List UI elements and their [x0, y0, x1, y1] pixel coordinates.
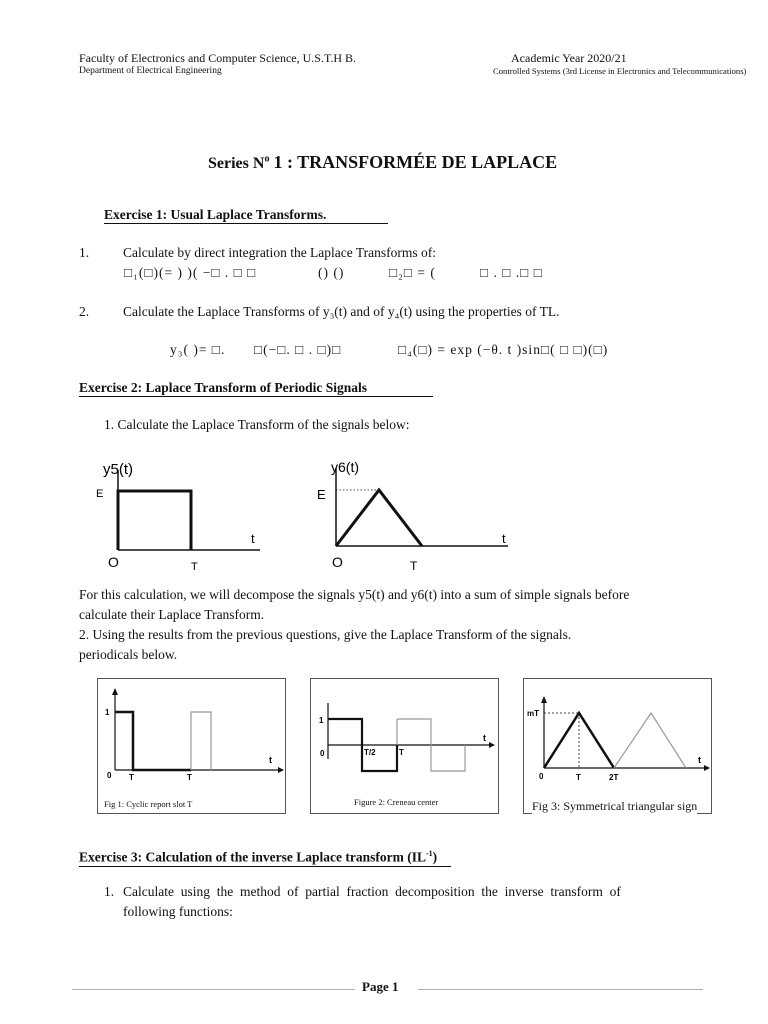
fig2-zero-label: 0	[320, 749, 325, 758]
ex2-paragraph1-line1: For this calculation, we will decompose the signals y5(t) and y6(t) into a sum of simple signals before	[79, 587, 630, 602]
fig1-one-label: 1	[105, 708, 110, 717]
exercise3-heading-end: )	[432, 849, 438, 865]
exercise3-heading-text: Exercise 3: Calculation of the inverse Laplace transform (IL	[79, 849, 426, 865]
exercise3-heading	[79, 846, 451, 867]
fig1-zero-label: 0	[107, 771, 112, 780]
ex1-q1-formula-b: () ()	[318, 265, 345, 280]
ex3-q1-line1: Calculate using the method of partial fraction decomposition the inverse transform of	[123, 884, 621, 899]
ex2-paragraph2-line1: 2. Using the results from the previous questions, give the Laplace Transform of the signals.	[79, 627, 572, 642]
ex1-q1-formula-c: □₂□ = (	[389, 265, 436, 280]
ex1-q1-number: 1.	[79, 245, 90, 260]
fig3-vertical-arrow	[541, 696, 547, 703]
y6-period-label: T	[410, 559, 418, 573]
y5-origin-label: O	[108, 554, 119, 570]
figure2-plot	[311, 679, 498, 789]
faculty-name: Faculty of Electronics and Computer Science, U.S.T.H B.	[79, 51, 357, 65]
page-number: Page 1	[362, 979, 399, 994]
y5-amplitude-label: E	[96, 488, 104, 500]
ex2-paragraph1-line2: calculate their Laplace Transform.	[79, 607, 265, 622]
footer-rule-right	[418, 989, 703, 990]
figure2-centered-slot	[310, 678, 499, 814]
y5-ylabel: y5(t)	[103, 461, 133, 478]
academic-year: Academic Year 2020/21	[511, 51, 627, 65]
title-superscript: o	[264, 153, 270, 165]
ex1-q1-formula-d: □ . □ .□ □	[480, 265, 543, 280]
fig1-signal-period2	[191, 712, 211, 770]
y5-pulse-shape	[118, 491, 191, 550]
ex1-q1-text: Calculate by direct integration the Laplace Transforms of:	[123, 245, 437, 260]
fig1-axis-arrow	[278, 767, 284, 773]
y5-period-label: T	[191, 561, 198, 573]
ex1-q2-text: Calculate the Laplace Transforms of y₃(t) and of y₄(t) using the properties of TL.	[123, 304, 560, 319]
figure1-plot	[98, 679, 285, 789]
ex1-q2-formula-c: □₄(□) = exp (−θ. t )sin□( □ □)(□)	[398, 342, 609, 357]
y5-axis-label: t	[251, 531, 255, 546]
fig3-axis-label: t	[698, 755, 701, 765]
ex3-q1-number: 1.	[104, 884, 115, 899]
fig2-period-label: T	[399, 748, 404, 757]
fig1-signal-period1	[115, 712, 191, 770]
figure3-triangular-signal	[523, 678, 712, 814]
figure-y6-triangle-pulse	[312, 455, 522, 580]
y6-axis-label: t	[502, 531, 506, 546]
y6-origin-label: O	[332, 554, 343, 570]
ex3-q1-line2: following functions:	[123, 904, 233, 919]
fig3-t2-label: 2T	[609, 773, 619, 782]
figure-y5-rectangle-pulse	[88, 455, 278, 580]
fig2-caption: Figure 2: Creneau center	[354, 797, 439, 807]
fig3-axis-arrow	[704, 765, 710, 771]
figure1-cyclic-slot	[97, 678, 286, 814]
ex1-q2-formula-b: □(−□. □ . □)□	[254, 342, 342, 357]
fig1-caption: Fig 1: Cyclic report slot T	[104, 799, 193, 809]
fig3-zero-label: 0	[539, 772, 544, 781]
figure3-plot	[524, 679, 711, 789]
fig3-peak-label: mT	[527, 709, 539, 718]
y6-ylabel: y6(t)	[331, 459, 359, 475]
fig2-axis-arrow	[489, 742, 495, 748]
fig1-t2-label: T	[187, 773, 192, 782]
title-prefix: Series N	[208, 155, 265, 172]
ex1-q1-formula-a: □₁(□)(= ) )( −□ . □ □	[124, 265, 257, 280]
ex2-q1-text: 1. Calculate the Laplace Transform of the signals below:	[104, 417, 410, 432]
fig2-axis-label: t	[483, 733, 486, 743]
page-title	[208, 152, 557, 173]
fig2-one-label: 1	[319, 716, 324, 725]
department-name: Department of Electrical Engineering	[79, 66, 222, 76]
fig3-triangle-period2	[614, 713, 686, 768]
footer-rule-left	[72, 989, 355, 990]
exercise1-heading: Exercise 1: Usual Laplace Transforms.	[104, 207, 388, 224]
y6-triangle-shape	[336, 490, 422, 546]
exercise3-heading-superscript: -1	[425, 849, 433, 858]
fig1-axis-label: t	[269, 755, 272, 765]
fig1-t1-label: T	[129, 773, 134, 782]
y6-amplitude-label: E	[317, 487, 326, 502]
ex2-paragraph2-line2: periodicals below.	[79, 647, 178, 662]
fig2-half-period-label: T/2	[364, 748, 376, 757]
ex1-q2-formula-a: y₃( )= □.	[170, 342, 226, 357]
ex1-q2-number: 2.	[79, 304, 90, 319]
fig3-t1-label: T	[576, 773, 581, 782]
fig1-vertical-arrow	[112, 688, 118, 695]
course-name: Controlled Systems (3rd License in Electronics and Telecommunications)	[493, 66, 747, 76]
exercise2-heading: Exercise 2: Laplace Transform of Periodic Signals	[79, 380, 433, 397]
fig3-caption: Fig 3: Symmetrical triangular sign	[532, 799, 698, 813]
title-main: 1 : TRANSFORMÉE DE LAPLACE	[273, 152, 558, 172]
